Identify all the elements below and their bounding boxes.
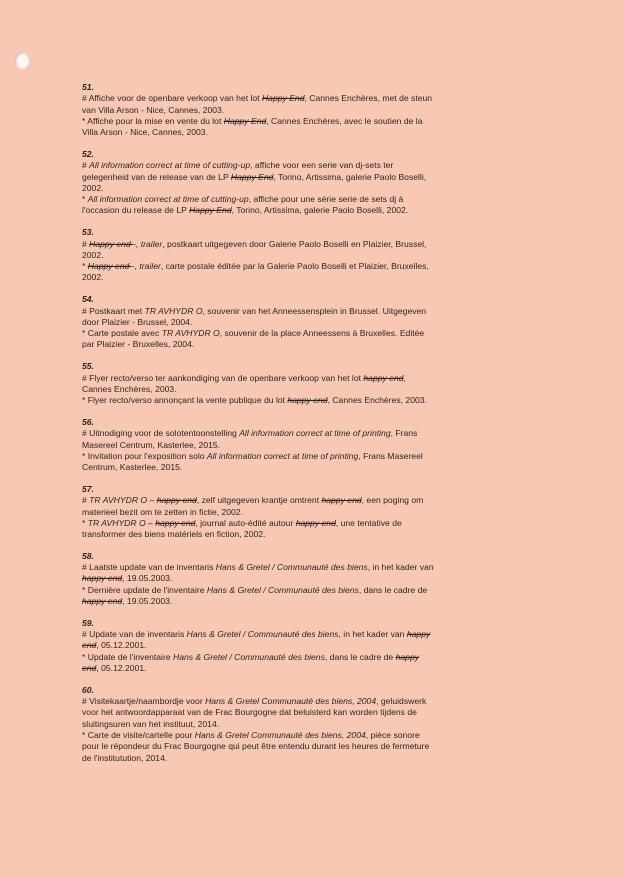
text-run: , geluidswerk voor het antwoordapparaat van de Frac Bourgogne dat beluisterd kan worden tijdens de sluitingsuren van het instituut, 2014. [82,696,427,729]
entry-french-text [82,116,434,139]
text-run: , Torino, Artissima, galerie Paolo Boselli, 2002. [82,171,427,193]
text-run: , 05.12.2001. [96,640,147,651]
italic-title: Hans & Gretel Communauté des biens, 2004 [205,696,377,707]
italic-title: Hans & Gretel Communauté des biens, 2004 [194,730,366,741]
punch-hole [15,52,29,69]
entry-number: 51. [82,82,94,92]
entry-number: 59. [82,617,94,628]
text-run: , 19.05.2003. [122,596,173,607]
text-run: * Update de l'inventaire [82,651,173,662]
italic-title: -, trailer [133,238,163,249]
entry-dutch-text [82,239,434,262]
italic-title: -, trailer [131,261,161,272]
catalogue-entry [82,361,434,406]
text-run: * Carte postale avec [82,328,162,339]
text-run: # Laatste update van de inventaris [82,562,216,573]
text-run: # [82,160,90,171]
text-run: , 19.05.2003. [122,573,173,584]
text-run: , dans le cadre de [324,651,396,662]
entry-french-text [82,730,434,764]
struck-title: Happy End [230,171,274,182]
entry-french-text [82,518,434,541]
entry-dutch-text [82,93,434,116]
entry-dutch-text [82,562,434,585]
text-run: , affiche voor een serie van dj-sets ter gelegenheid van de release van de LP [82,160,394,182]
entry-french-text [82,328,434,351]
catalogue-entry [82,417,434,473]
italic-title: Hans & Gretel / Communauté des biens [172,651,325,662]
struck-title: happy end [155,517,196,528]
catalogue-entry [82,149,434,217]
entry-number: 60. [82,684,94,695]
struck-title: happy end [82,629,431,651]
text-run: * [82,261,88,272]
struck-title: happy end [363,372,404,383]
italic-title: All information correct at time of printing [239,428,391,439]
text-run: , Cannes Enchères, 2003. [327,395,427,406]
text-run: * Affiche pour la mise en vente du lot [82,115,224,126]
entry-dutch-text [82,306,434,329]
entry-dutch-text [82,373,434,396]
entry-french-text [82,652,434,675]
text-run: * Invitation pour l'exposition solo [82,450,207,461]
text-run: * [82,517,88,528]
entry-dutch-text [82,629,434,652]
struck-title: happy end [82,651,420,674]
italic-title: All information correct at time of cutting-up [89,160,251,171]
entry-number: 53. [82,227,94,238]
entry-dutch-text [82,160,434,194]
struck-title: Happy end [89,238,134,249]
entry-french-text [82,395,434,406]
entry-number: 54. [82,294,94,305]
entry-french-text [82,261,434,284]
text-run: # Visitekaartje/naambordje voor [82,696,206,707]
entry-dutch-text [82,696,434,730]
text-run: , souvenir de la place Anneessens à Bruxelles. Editée par Plaizier - Bruxelles, 2004. [82,328,425,350]
entry-number: 52. [82,148,94,159]
struck-title: happy end [295,517,336,528]
text-run: , Frans Masereel Centrum, Kasterlee, 2015. [82,428,418,450]
text-run: * Dernière update de l'inventaire [82,584,207,595]
entry-dutch-text [82,428,434,451]
italic-title: All information correct at time of printing [206,450,359,461]
struck-title: happy end [82,573,123,584]
text-run: , Cannes Enchères, avec le soutien de la Villa Arson - Nice, Cannes, 2003. [82,115,423,138]
text-run: * [82,194,88,205]
entry-number: 57. [82,483,94,494]
text-run: , dans le cadre de [358,584,428,595]
italic-title: TR AVHYDR O – [89,495,157,506]
entry-french-text [82,451,434,474]
text-run: # [82,238,90,249]
italic-title: TR AVHYDR O [144,305,203,316]
catalogue-entry [82,82,434,138]
text-run: , carte postale éditée par la Galerie Paolo Boselli et Plaizier, Bruxelles, 2002. [82,261,429,283]
text-run: , postkaart uitgegeven door Galerie Paolo Boselli en Plaizier, Brussel, 2002. [82,238,427,260]
italic-title: TR AVHYDR O [161,328,220,339]
catalogue-entry [82,484,434,540]
catalogue-entry [82,685,434,764]
italic-title: Hans & Gretel / Communauté des biens [206,584,359,595]
text-run: , in het kader van [338,629,407,640]
entry-dutch-text [82,495,434,518]
italic-title: Hans & Gretel / Communauté des biens [186,629,339,640]
catalogue-entry [82,551,434,607]
text-run: # [82,495,90,506]
text-run: # Update van de inventaris [82,629,187,640]
italic-title: TR AVHYDR O – [87,517,156,528]
text-run: # Uitnodiging voor de solotentoonstelling [82,428,240,439]
text-run: , affiche pour une série serie de sets dj à l'occasion du release de LP [82,194,404,216]
catalogue-entries [82,82,434,774]
catalogue-entry [82,294,434,350]
text-run: # Affiche voor de openbare verkoop van het lot [82,93,262,104]
text-run: * Carte de visite/cartelle pour [82,730,195,741]
text-run: , souvenir van het Anneessensplein in Brussel. Uitgegeven door Plaizier - Brussel, 2004. [82,305,427,327]
text-run: , Frans Masereel Centrum, Kasterlee, 2015. [82,450,423,473]
struck-title: Happy End [223,115,267,126]
entry-number: 56. [82,416,94,427]
text-run: , Torino, Artissima, galerie Paolo Boselli, 2002. [231,205,409,216]
entry-french-text [82,585,434,608]
entry-french-text [82,194,434,217]
entry-number: 58. [82,550,94,561]
text-run: , zelf uitgegeven krantje omtrent [196,495,322,506]
text-run: , une tentative de transformer des biens matériels en fiction, 2002. [82,517,402,540]
entry-number: 55. [82,361,94,372]
struck-title: happy end [82,596,123,607]
text-run: , Cannes Enchères, met de steun van Villa Arson - Nice, Cannes, 2003. [82,93,433,115]
text-run: * Flyer recto/verso annonçant la vente publique du lot [82,395,288,406]
text-run: , in het kader van [367,562,434,573]
text-run: , 05.12.2001. [96,663,147,674]
catalogue-entry [82,618,434,674]
text-run: , journal auto-édité autour [195,517,296,528]
struck-title: happy end [156,495,197,506]
italic-title: All information correct at time of cutting-up [87,194,249,205]
italic-title: Hans & Gretel / Communauté des biens [215,562,368,573]
struck-title: Happy end [87,261,132,272]
text-run: # Postkaart met [82,305,145,316]
struck-title: happy end [321,495,362,506]
text-run: # Flyer recto/verso ter aankondiging van de openbare verkoop van het lot [82,372,364,383]
text-run: , een poging om materieel bezit om te zetten in fictie, 2002. [82,495,424,517]
struck-title: Happy End [189,205,232,216]
text-run: , Cannes Enchères, 2003. [82,372,406,394]
catalogue-entry [82,227,434,283]
text-run: , pièce sonore pour le répondeur du Frac Bourgogne qui peut être entendu durant les heures de fermeture de l'institutution, 2014. [82,730,430,763]
struck-title: Happy End [261,93,305,104]
struck-title: happy end [287,395,328,406]
